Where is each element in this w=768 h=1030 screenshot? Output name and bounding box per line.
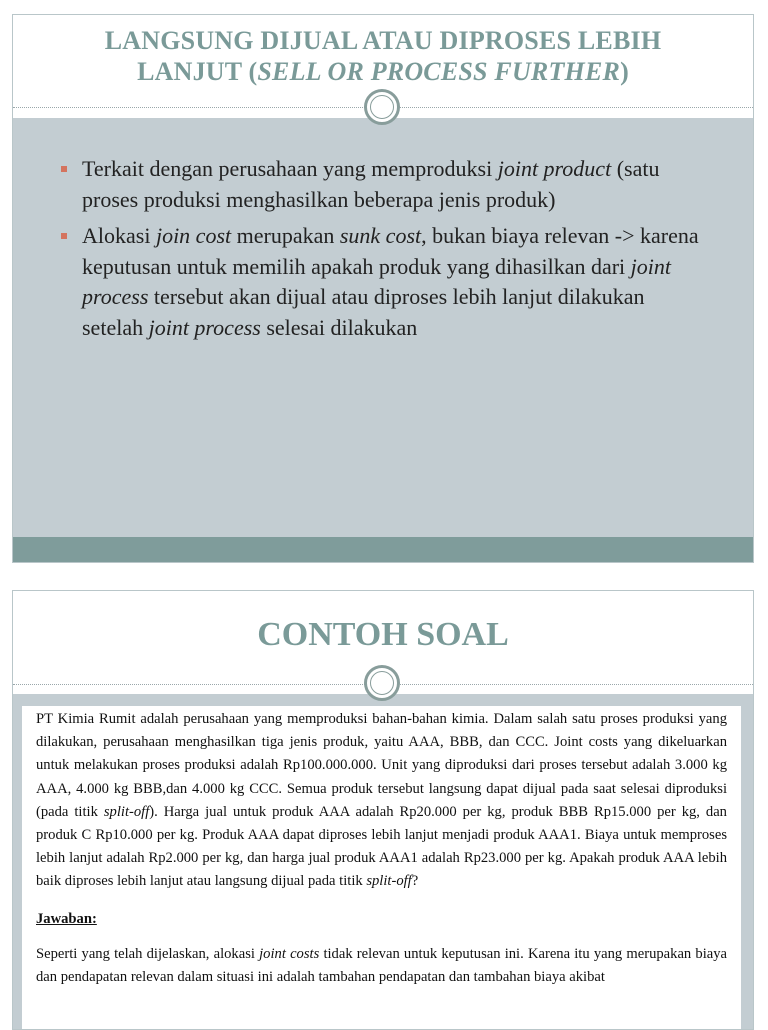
slide-title: CONTOH SOAL [257,616,509,653]
ring-ornament-icon [364,89,400,125]
content-panel [13,118,753,538]
bullet-list [61,154,711,349]
slide-title [13,25,753,87]
content-panel [13,694,753,1029]
square-bullet-icon [61,233,67,239]
bullet-item: Alokasi join cost merupakan sunk cost, bukan biaya relevan -> karena keputusan untuk memilih apakah produk yang dihasilkan dari joint process tersebut akan dijual atau diproses lebih lanjut dilakukan setelah joint process selesai dilakukan [61,221,711,343]
ring-ornament-icon [364,665,400,701]
title-line-2-italic: SELL OR PROCESS FURTHER [257,57,621,86]
slide-sell-or-process [12,14,754,563]
answer-heading: Jawaban: [36,910,97,927]
title-line-1: LANGSUNG DIJUAL ATAU DIPROSES LEBIH [104,26,662,55]
title-line-2-suffix: ) [620,57,629,86]
bullet-item: Terkait dengan perusahaan yang memproduksi joint product (satu proses produksi menghasilkan beberapa jenis produk) [61,154,711,215]
slide-contoh-soal [12,590,754,1030]
problem-paragraph: PT Kimia Rumit adalah perusahaan yang memproduksi bahan-bahan kimia. Dalam salah satu proses produksi yang dilakukan, perusahaan menghasilkan tiga jenis produk, yaitu AAA, BBB, dan CCC. Joint costs yang dikeluarkan untuk melakukan proses produksi adalah Rp100.000.000. Unit yang diproduksi dari proses tersebut adalah 3.000 kg AAA, 4.000 kg BBB,dan 4.000 kg CCC. Semua produk tersebut langsung dapat dijual pada saat selesai diproduksi (pada titik split-off). Harga jual untuk produk AAA adalah Rp20.000 per kg, produk BBB Rp15.000 per kg, dan produk C Rp10.000 per kg. Produk AAA dapat diproses lebih lanjut menjadi produk AAA1. Biaya untuk memproses lebih lanjut adalah Rp2.000 per kg, dan harga jual produk AAA1 adalah Rp23.000 per kg. Apakah produk AAA lebih baik diproses lebih lanjut atau langsung dijual pada titik split-off? [36,711,727,890]
square-bullet-icon [61,166,67,172]
title-line-2-prefix: LANJUT ( [137,57,258,86]
problem-text-box [22,706,741,1029]
answer-paragraph: Seperti yang telah dijelaskan, alokasi joint costs tidak relevan untuk keputusan ini. Karena itu yang merupakan biaya dan pendapatan relevan dalam situasi ini adalah tambahan pendapatan dan tambahan biaya akibat [36,945,727,986]
footer-bar [13,537,753,563]
